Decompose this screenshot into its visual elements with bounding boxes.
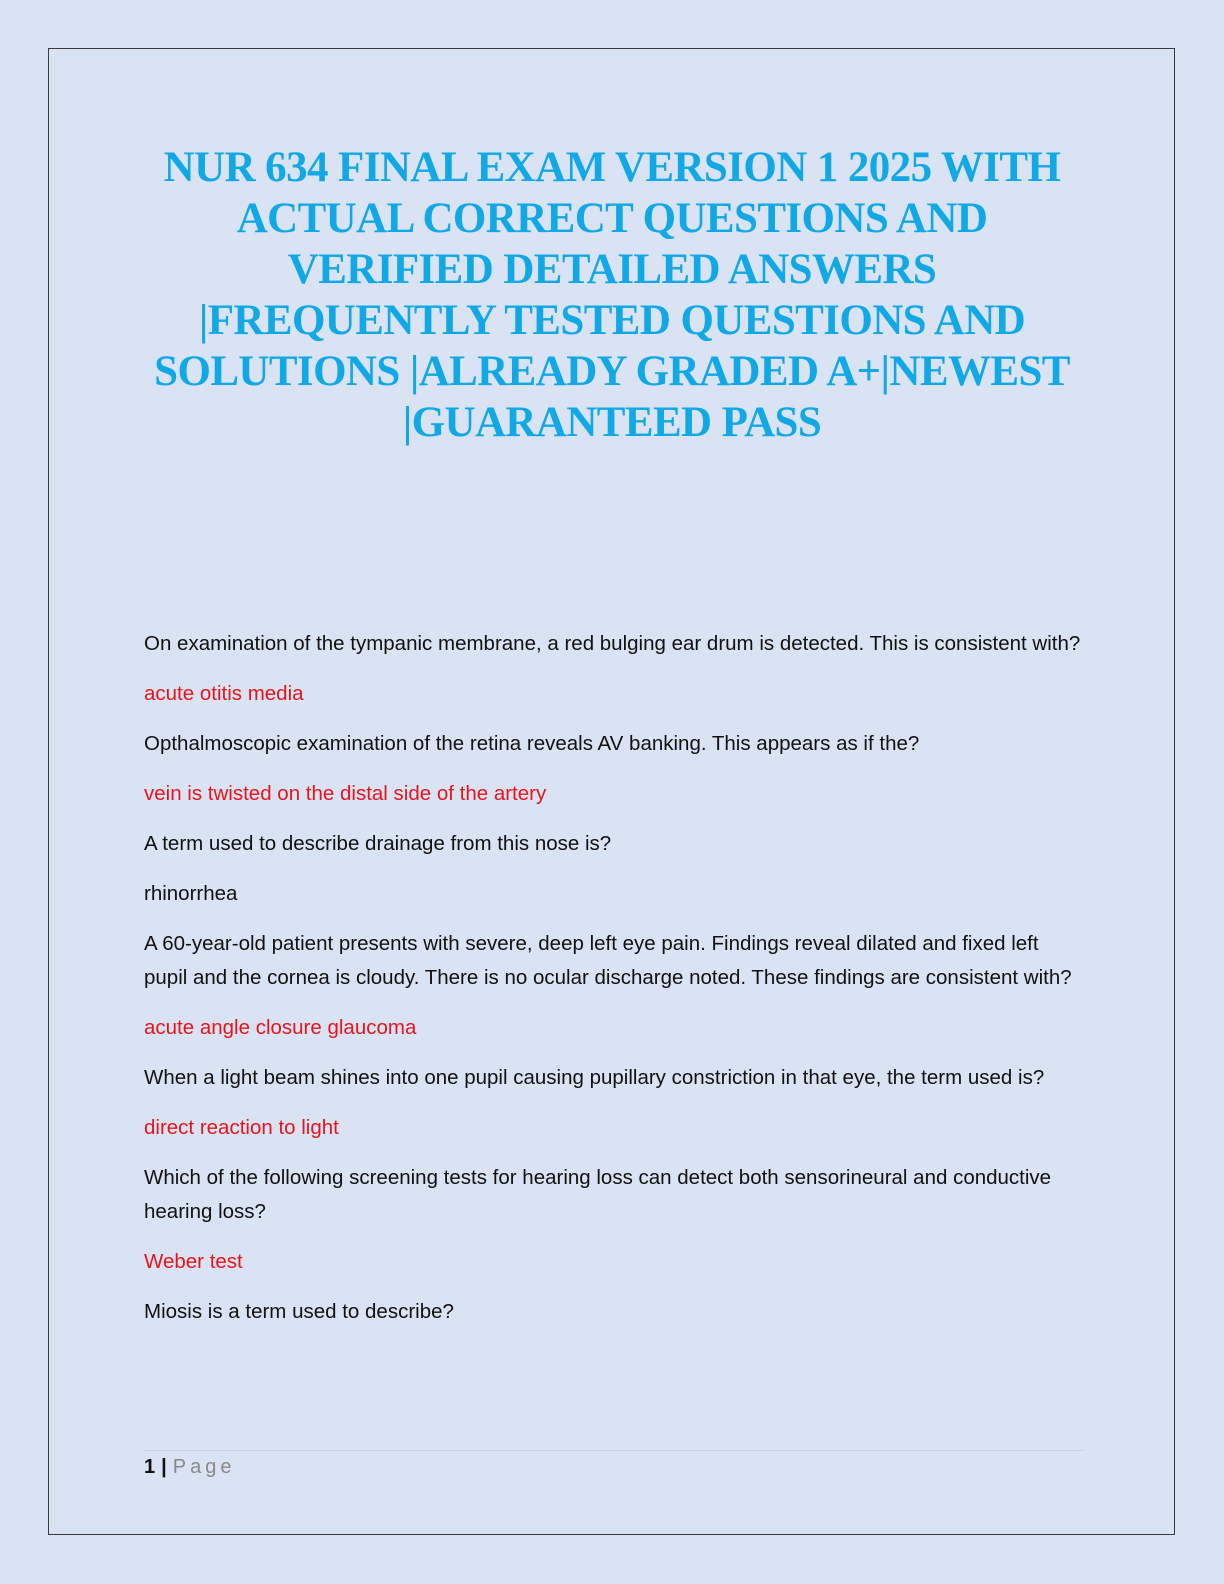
title-line: |FREQUENTLY TESTED QUESTIONS AND (198, 297, 1026, 344)
answer-text: Weber test (144, 1250, 243, 1273)
answer-text: acute otitis media (144, 682, 304, 705)
footer-divider (144, 1450, 1084, 1451)
title-line: |GUARANTEED PASS (402, 399, 822, 446)
answer-text: acute angle closure glaucoma (144, 1016, 417, 1039)
title-line: SOLUTIONS |ALREADY GRADED A+|NEWEST (154, 348, 1070, 395)
answer-text: rhinorrhea (144, 882, 238, 905)
document-title (130, 142, 1094, 448)
title-line: VERIFIED DETAILED ANSWERS (287, 246, 937, 293)
footer-separator: | (161, 1456, 167, 1478)
question-text: When a light beam shines into one pupil causing pupillary constriction in that eye, the term used is? (144, 1066, 1045, 1089)
question-text: On examination of the tympanic membrane, a red bulging ear drum is detected. This is consistent with? (144, 632, 1081, 655)
answer-text: direct reaction to light (144, 1116, 339, 1139)
question-answer-list (144, 627, 1084, 1345)
page-footer (144, 1452, 235, 1482)
answer-text: vein is twisted on the distal side of the artery (144, 782, 547, 805)
title-line: ACTUAL CORRECT QUESTIONS AND (236, 195, 988, 242)
page-label: Page (172, 1456, 236, 1478)
page-number: 1 (144, 1456, 156, 1478)
question-text: Which of the following screening tests for hearing loss can detect both sensorineural and conductive hearing loss? (144, 1166, 1052, 1223)
question-text: Opthalmoscopic examination of the retina reveals AV banking. This appears as if the? (144, 732, 920, 755)
title-line: NUR 634 FINAL EXAM VERSION 1 2025 WITH (163, 144, 1061, 191)
question-text: A term used to describe drainage from this nose is? (144, 832, 612, 855)
question-text: A 60-year-old patient presents with severe, deep left eye pain. Findings reveal dilated and fixed left pupil and the cornea is cloudy. There is no ocular discharge noted. These findings are consistent with? (144, 932, 1072, 989)
question-text: Miosis is a term used to describe? (144, 1300, 454, 1323)
